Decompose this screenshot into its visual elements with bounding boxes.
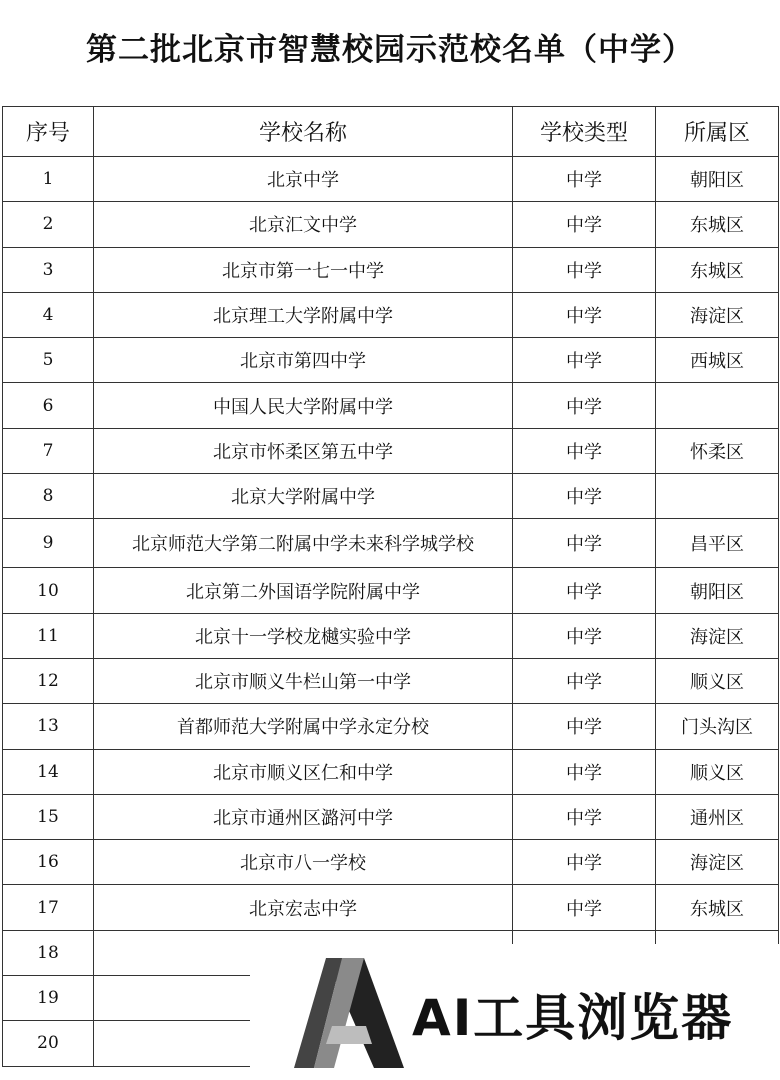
cell-district: 通州区: [656, 794, 779, 839]
cell-index: 13: [3, 704, 94, 749]
cell-district: 朝阳区: [656, 157, 779, 202]
cell-school-type: 中学: [513, 885, 656, 930]
cell-district: [656, 383, 779, 428]
cell-school-name: 北京师范大学第二附属中学未来科学城学校: [94, 519, 513, 568]
cell-school-type: 中学: [513, 247, 656, 292]
cell-school-name: 北京第二外国语学院附属中学: [94, 568, 513, 613]
cell-index: 20: [3, 1021, 94, 1066]
cell-index: 6: [3, 383, 94, 428]
cell-school-type: 中学: [513, 613, 656, 658]
cell-school-name: 北京市第四中学: [94, 338, 513, 383]
cell-school-name: 首都师范大学附属中学永定分校: [94, 704, 513, 749]
cell-district: 门头沟区: [656, 704, 779, 749]
watermark: [250, 944, 780, 1080]
cell-district: 东城区: [656, 202, 779, 247]
cell-index: 4: [3, 292, 94, 337]
cell-district: 顺义区: [656, 749, 779, 794]
cell-district: 海淀区: [656, 292, 779, 337]
cell-index: 11: [3, 613, 94, 658]
cell-school-name: 北京大学附属中学: [94, 474, 513, 519]
cell-index: 15: [3, 794, 94, 839]
table-row: [3, 658, 779, 703]
cell-district: 朝阳区: [656, 568, 779, 613]
cell-school-name: 北京理工大学附属中学: [94, 292, 513, 337]
cell-district: 海淀区: [656, 613, 779, 658]
table-row: [3, 613, 779, 658]
table-row: [3, 840, 779, 885]
cell-index: 18: [3, 930, 94, 975]
table-row: [3, 519, 779, 568]
table-row: [3, 157, 779, 202]
table-row: [3, 704, 779, 749]
cell-school-name: 北京宏志中学: [94, 885, 513, 930]
cell-school-name: 北京市第一七一中学: [94, 247, 513, 292]
table-row: [3, 247, 779, 292]
table-row: [3, 292, 779, 337]
header-school-name: 学校名称: [94, 107, 513, 157]
cell-school-type: 中学: [513, 749, 656, 794]
cell-school-type: 中学: [513, 292, 656, 337]
cell-school-type: 中学: [513, 338, 656, 383]
table-row: [3, 338, 779, 383]
cell-index: 3: [3, 247, 94, 292]
cell-school-name: 北京中学: [94, 157, 513, 202]
cell-school-name: 北京市顺义区仁和中学: [94, 749, 513, 794]
cell-school-type: 中学: [513, 202, 656, 247]
cell-index: 8: [3, 474, 94, 519]
header-district: 所属区: [656, 107, 779, 157]
cell-school-type: 中学: [513, 428, 656, 473]
watermark-text: AI工具浏览器: [412, 989, 734, 1047]
cell-index: 19: [3, 976, 94, 1021]
cell-school-name: 北京十一学校龙樾实验中学: [94, 613, 513, 658]
cell-index: 7: [3, 428, 94, 473]
cell-district: 昌平区: [656, 519, 779, 568]
cell-school-type: 中学: [513, 794, 656, 839]
cell-school-type: 中学: [513, 568, 656, 613]
table-row: [3, 383, 779, 428]
cell-school-type: 中学: [513, 383, 656, 428]
table-row: [3, 474, 779, 519]
letter-a-logo-icon: [294, 958, 404, 1068]
cell-index: 16: [3, 840, 94, 885]
cell-district: 海淀区: [656, 840, 779, 885]
cell-district: 怀柔区: [656, 428, 779, 473]
table-row: [3, 794, 779, 839]
table-row: [3, 749, 779, 794]
cell-school-name: 北京市顺义牛栏山第一中学: [94, 658, 513, 703]
cell-school-name: 北京市通州区潞河中学: [94, 794, 513, 839]
cell-school-type: 中学: [513, 519, 656, 568]
document-title: 第二批北京市智慧校园示范校名单（中学）: [86, 32, 694, 68]
cell-school-type: 中学: [513, 840, 656, 885]
table-row: [3, 568, 779, 613]
cell-district: [656, 474, 779, 519]
cell-district: 东城区: [656, 885, 779, 930]
header-index: 序号: [3, 107, 94, 157]
cell-district: 西城区: [656, 338, 779, 383]
table-header-row: [3, 107, 779, 157]
cell-index: 1: [3, 157, 94, 202]
cell-index: 10: [3, 568, 94, 613]
cell-school-name: 北京市怀柔区第五中学: [94, 428, 513, 473]
cell-district: 东城区: [656, 247, 779, 292]
cell-index: 5: [3, 338, 94, 383]
cell-school-name: 北京汇文中学: [94, 202, 513, 247]
cell-index: 14: [3, 749, 94, 794]
cell-district: 顺义区: [656, 658, 779, 703]
cell-index: 12: [3, 658, 94, 703]
cell-index: 2: [3, 202, 94, 247]
cell-index: 9: [3, 519, 94, 568]
cell-school-type: 中学: [513, 704, 656, 749]
table-row: [3, 885, 779, 930]
table-row: [3, 202, 779, 247]
cell-school-type: 中学: [513, 474, 656, 519]
table-row: [3, 428, 779, 473]
cell-school-type: 中学: [513, 658, 656, 703]
cell-school-name: 中国人民大学附属中学: [94, 383, 513, 428]
cell-school-name: 北京市八一学校: [94, 840, 513, 885]
school-list-table: [2, 106, 779, 1067]
cell-index: 17: [3, 885, 94, 930]
cell-school-type: 中学: [513, 157, 656, 202]
header-school-type: 学校类型: [513, 107, 656, 157]
